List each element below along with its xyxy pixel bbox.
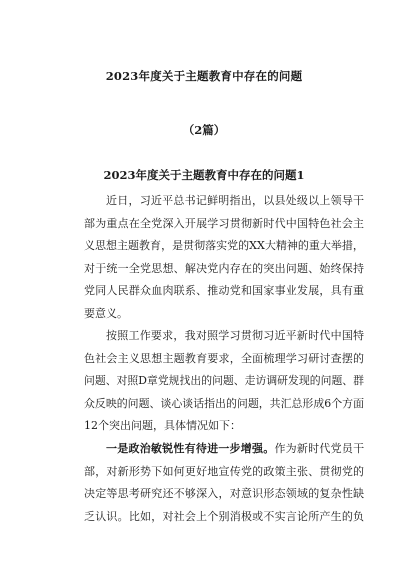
text-line xyxy=(84,280,364,303)
text-line xyxy=(84,190,364,213)
text-line xyxy=(84,506,364,529)
line-text: 近日，习近平总书记鲜明指出，以县处级以上领导干 xyxy=(106,194,365,207)
text-line xyxy=(84,438,364,461)
line-text: 问题、对照D章党规找出的问题、走访调研发现的问题、群 xyxy=(84,374,364,388)
line-text: 乏认识。比如，对社会上个别消极或不实言论所产生的负 xyxy=(84,509,365,523)
text-line xyxy=(84,235,364,258)
text-line xyxy=(84,483,364,506)
line-text: 部，对新形势下如何更好地宣传党的政策主张、贯彻党的 xyxy=(84,464,365,478)
line-text: 众反映的问题、谈心谈话指出的问题，共汇总形成6个方面 xyxy=(84,396,364,410)
line-text: 对于统一全党思想、解决党内存在的突出问题、始终保持 xyxy=(84,261,365,275)
line-text: 要意义。 xyxy=(84,306,128,320)
bold-lead-text: 一是政治敏锐性有待进一步增强。 xyxy=(106,442,275,456)
text-line xyxy=(84,415,364,438)
text-line xyxy=(84,461,364,484)
line-text: 12个突出问题，具体情况如下： xyxy=(84,419,241,433)
text-line xyxy=(84,348,364,371)
line-text: 按照工作要求，我对照学习贯彻习近平新时代中国特 xyxy=(106,329,365,343)
document-subtitle: （2篇） xyxy=(182,123,226,137)
text-line xyxy=(84,213,364,236)
line-text: 作为新时代党员干 xyxy=(274,442,365,456)
text-line xyxy=(84,370,364,393)
document-body xyxy=(84,190,364,528)
document-title: 2023年度关于主题教育中存在的问题 xyxy=(105,69,303,83)
line-text: 色社会主义思想主题教育要求，全面梳理学习研讨查摆的 xyxy=(84,351,365,365)
line-text: 部为重点在全党深入开展学习贯彻新时代中国特色社会主 xyxy=(84,216,365,230)
line-text: 义思想主题教育，是贯彻落实党的XX大精神的重大举措， xyxy=(84,239,364,253)
text-line xyxy=(84,325,364,348)
text-line xyxy=(84,393,364,416)
text-line xyxy=(84,258,364,281)
line-text: 党同人民群众血肉联系、推动党和国家事业发展，具有重 xyxy=(84,284,365,298)
line-text: 决定等思考研究还不够深入，对意识形态领域的复杂性缺 xyxy=(84,487,365,501)
text-line xyxy=(84,303,364,326)
section-heading: 2023年度关于主题教育中存在的问题1 xyxy=(103,168,305,182)
